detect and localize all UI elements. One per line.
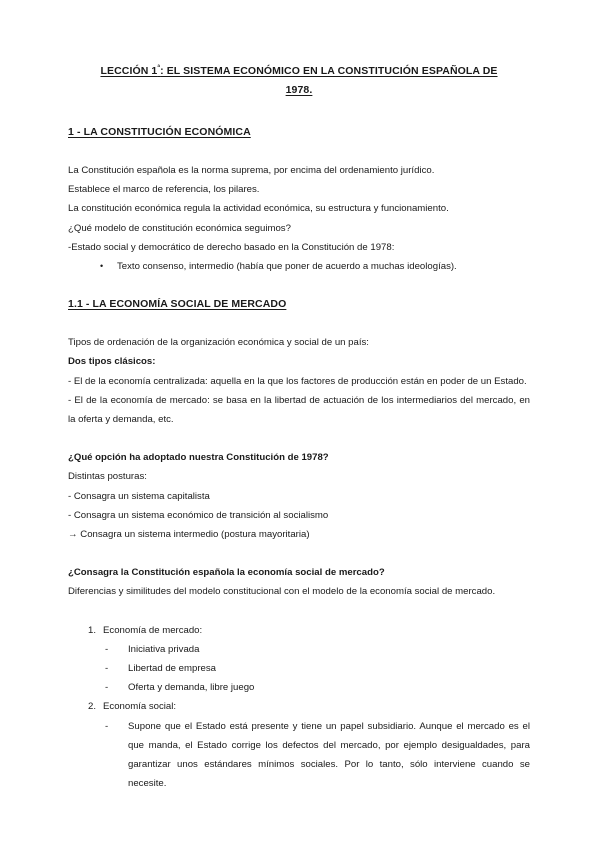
numbered-list-modelos	[68, 621, 530, 794]
spacer-before-numbered-list	[68, 602, 530, 621]
label-dos-tipos-clasicos: Dos tipos clásicos:	[68, 356, 156, 368]
paragraph-diferencias-similitudes: Diferencias y similitudes del modelo constitucional con el modelo de la economía social de mercado.	[68, 586, 496, 598]
paragraph-economia-mercado: - El de la economía de mercado: se basa en la libertad de actuación de los intermediarios del mercado, en la oferta y demanda, etc.	[68, 394, 530, 426]
postura-capitalista: - Consagra un sistema capitalista	[68, 490, 210, 502]
ordinal-superscript: ª	[157, 64, 161, 72]
paragraph-tipos-ordenacion: Tipos de ordenación de la organización económica y social de un país:	[68, 337, 369, 349]
question-consagra-economia-social: ¿Consagra la Constitución española la economía social de mercado?	[68, 567, 385, 579]
list-item: Economía de mercado:	[103, 624, 203, 636]
document-title-rest: : EL SISTEMA ECONÓMICO EN LA CONSTITUCIÓN ESPAÑOLA DE	[160, 65, 498, 77]
document-title-line2: 1978.	[285, 84, 313, 96]
paragraph-economia-centralizada: - El de la economía centralizada: aquella en la que los factores de producción están en poder de un Estado.	[68, 375, 527, 387]
dash-list-economia-mercado	[68, 640, 530, 698]
paragraph-marco-referencia: Establece el marco de referencia, los pilares.	[68, 184, 260, 196]
label-distintas-posturas: Distintas posturas:	[68, 471, 147, 483]
spacer-before-pregunta-opcion	[68, 429, 530, 448]
postura-intermedia: → Consagra un sistema intermedio (postura mayoritaria)	[68, 529, 310, 541]
list-item: - Libertad de empresa	[68, 659, 530, 678]
document-title	[68, 62, 530, 100]
list-item: • Texto consenso, intermedio (había que poner de acuerdo a muchas ideologías).	[68, 257, 530, 276]
paragraph-pregunta-modelo: ¿Qué modelo de constitución económica seguimos?	[68, 222, 291, 234]
list-item: Economía social:	[103, 701, 177, 713]
paragraph-constitucion-economica: La constitución económica regula la actividad económica, su estructura y funcionamiento.	[68, 203, 449, 215]
question-opcion-adoptada: ¿Qué opción ha adoptado nuestra Constitución de 1978?	[68, 452, 329, 464]
heading-seccion-1	[68, 123, 530, 142]
list-item: - Oferta y demanda, libre juego	[68, 678, 530, 697]
list-item: - Supone que el Estado está presente y tiene un papel subsidiario. Aunque el mercado es el que manda, el Estado corrige los defectos del mercado, por ejemplo desigualdades, para garantizar unos estándares mínimos sociales. Por lo tanto, sólo interviene cuando se necesite.	[68, 717, 530, 794]
spacer-after-heading-1-1	[68, 314, 530, 333]
spacer-after-title	[68, 100, 530, 123]
heading-seccion-1-1-label: 1.1 - LA ECONOMÍA SOCIAL DE MERCADO	[68, 298, 287, 311]
document-title-prefix: LECCIÓN 1	[100, 65, 158, 77]
list-item: - Iniciativa privada	[68, 640, 530, 659]
bullet-list-seccion-1	[68, 257, 530, 276]
heading-seccion-1-1	[68, 295, 530, 314]
spacer-after-heading-1	[68, 142, 530, 161]
spacer-before-pregunta-consagra	[68, 544, 530, 563]
heading-seccion-1-label: 1 - LA CONSTITUCIÓN ECONÓMICA	[68, 126, 251, 138]
paragraph-norma-suprema: La Constitución española es la norma suprema, por encima del ordenamiento jurídico.	[68, 165, 435, 176]
spacer-before-heading-1-1	[68, 276, 530, 295]
dash-list-economia-social	[68, 717, 530, 794]
postura-socialismo: - Consagra un sistema económico de transición al socialismo	[68, 509, 329, 521]
paragraph-estado-social: -Estado social y democrático de derecho basado en la Constitución de 1978:	[68, 241, 395, 253]
